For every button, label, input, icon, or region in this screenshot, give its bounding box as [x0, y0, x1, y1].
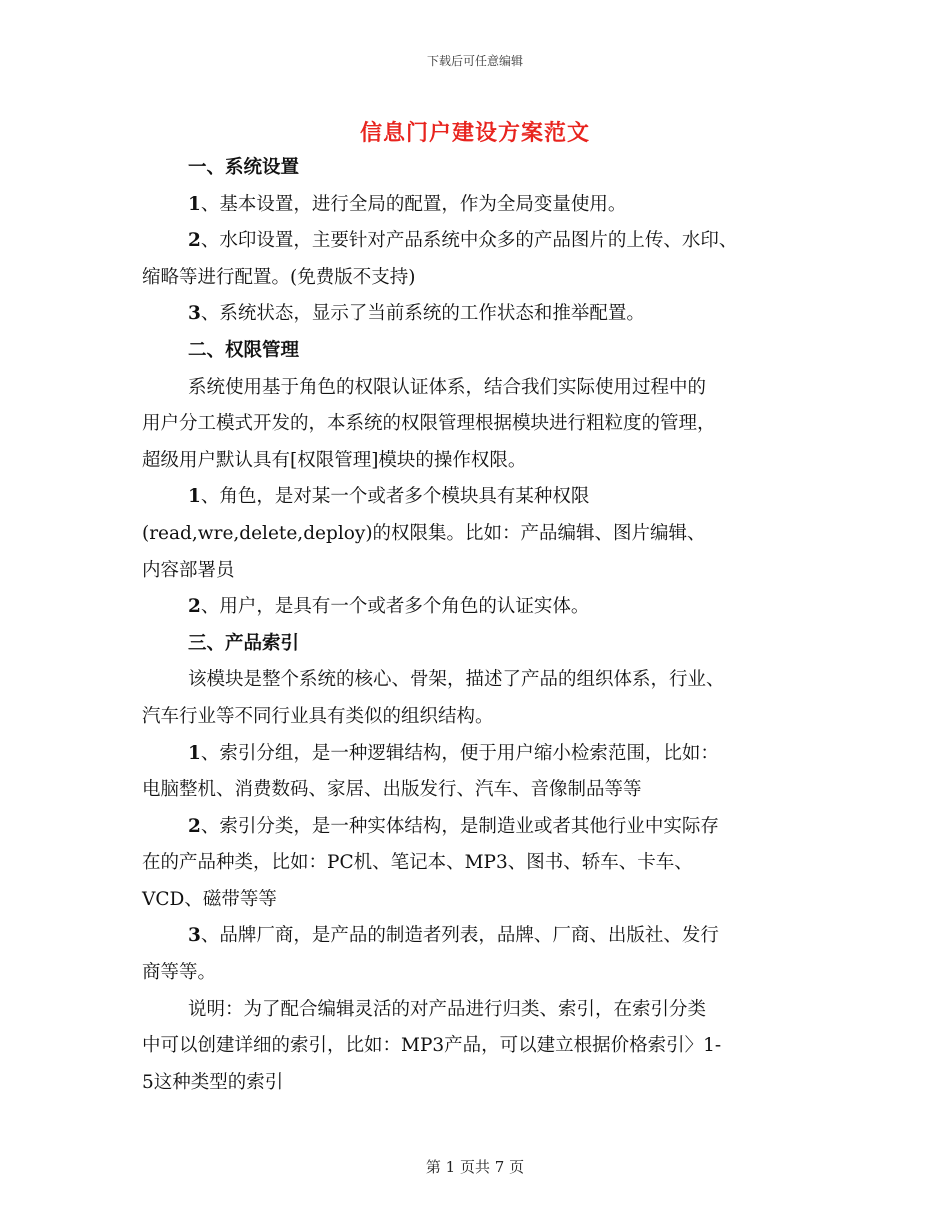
paragraph	[142, 296, 822, 333]
document-body	[142, 150, 822, 1101]
item-number: 2	[188, 596, 201, 618]
paragraph-text: 、品牌厂商，是产品的制造者列表，品牌、厂商、出版社、发行	[200, 925, 719, 947]
paragraph-continuation: 超级用户默认具有[权限管理]模块的操作权限。	[142, 449, 527, 471]
paragraph-continuation: 中可以创建详细的索引，比如：MP3产品，可以建立根据价格索引〉1-	[142, 1035, 722, 1057]
item-number: 3	[188, 303, 201, 325]
paragraph-text: 、索引分组，是一种逻辑结构，便于用户缩小检索范围，比如：	[200, 742, 719, 764]
paragraph	[142, 223, 822, 260]
item-number: 1	[188, 486, 201, 508]
paragraph	[142, 809, 822, 846]
paragraph-continuation: VCD、磁带等等	[142, 888, 277, 910]
paragraph	[142, 187, 822, 224]
paragraph-continuation: (read,wre,delete,deploy)的权限集。比如：产品编辑、图片编辑、	[142, 522, 706, 544]
item-number: 2	[188, 815, 201, 837]
paragraph-text: 、系统状态，显示了当前系统的工作状态和推举配置。	[200, 303, 645, 325]
paragraph-continuation: 商等等。	[142, 962, 217, 984]
page-header: 下载后可任意编辑	[426, 54, 523, 68]
section-heading-2: 二、权限管理	[188, 339, 300, 361]
note-paragraph: 说明：为了配合编辑灵活的对产品进行归类、索引，在索引分类	[188, 998, 707, 1020]
paragraph-continuation: 内容部署员	[142, 559, 235, 581]
paragraph-text: 、索引分类，是一种实体结构，是制造业或者其他行业中实际存	[200, 815, 719, 837]
paragraph-continuation: 用户分工模式开发的，本系统的权限管理根据模块进行粗粒度的管理，	[142, 413, 716, 435]
paragraph	[142, 589, 822, 626]
paragraph: 该模块是整个系统的核心、骨架，描述了产品的组织体系，行业、	[188, 669, 725, 691]
item-number: 1	[188, 193, 201, 215]
item-number: 3	[188, 925, 201, 947]
paragraph-text: 、角色，是对某一个或者多个模块具有某种权限	[200, 486, 590, 508]
item-number: 1	[188, 742, 201, 764]
section-heading-1: 一、系统设置	[188, 157, 300, 178]
paragraph	[142, 918, 822, 955]
paragraph-continuation: 在的产品种类，比如：PC机、笔记本、MP3、图书、轿车、卡车、	[142, 852, 693, 874]
paragraph	[142, 479, 822, 516]
paragraph-continuation: 汽车行业等不同行业具有类似的组织结构。	[142, 705, 494, 727]
item-number: 2	[188, 230, 201, 252]
paragraph-text: 、基本设置，进行全局的配置，作为全局变量使用。	[200, 193, 627, 215]
paragraph-continuation: 5这种类型的索引	[142, 1071, 284, 1093]
page-footer: 第 1 页共 7 页	[425, 1158, 525, 1176]
paragraph-text: 、用户，是具有一个或者多个角色的认证实体。	[200, 596, 590, 618]
paragraph-continuation: 电脑整机、消费数码、家居、出版发行、汽车、音像制品等等	[142, 779, 642, 801]
paragraph-text: 、水印设置，主要针对产品系统中众多的产品图片的上传、水印、	[200, 230, 738, 252]
paragraph	[142, 736, 822, 773]
section-heading-3: 三、产品索引	[188, 632, 300, 654]
paragraph-continuation: 缩略等进行配置。(免费版不支持)	[142, 266, 416, 288]
document-title: 信息门户建设方案范文	[359, 120, 590, 146]
paragraph: 系统使用基于角色的权限认证体系，结合我们实际使用过程中的	[188, 376, 707, 398]
